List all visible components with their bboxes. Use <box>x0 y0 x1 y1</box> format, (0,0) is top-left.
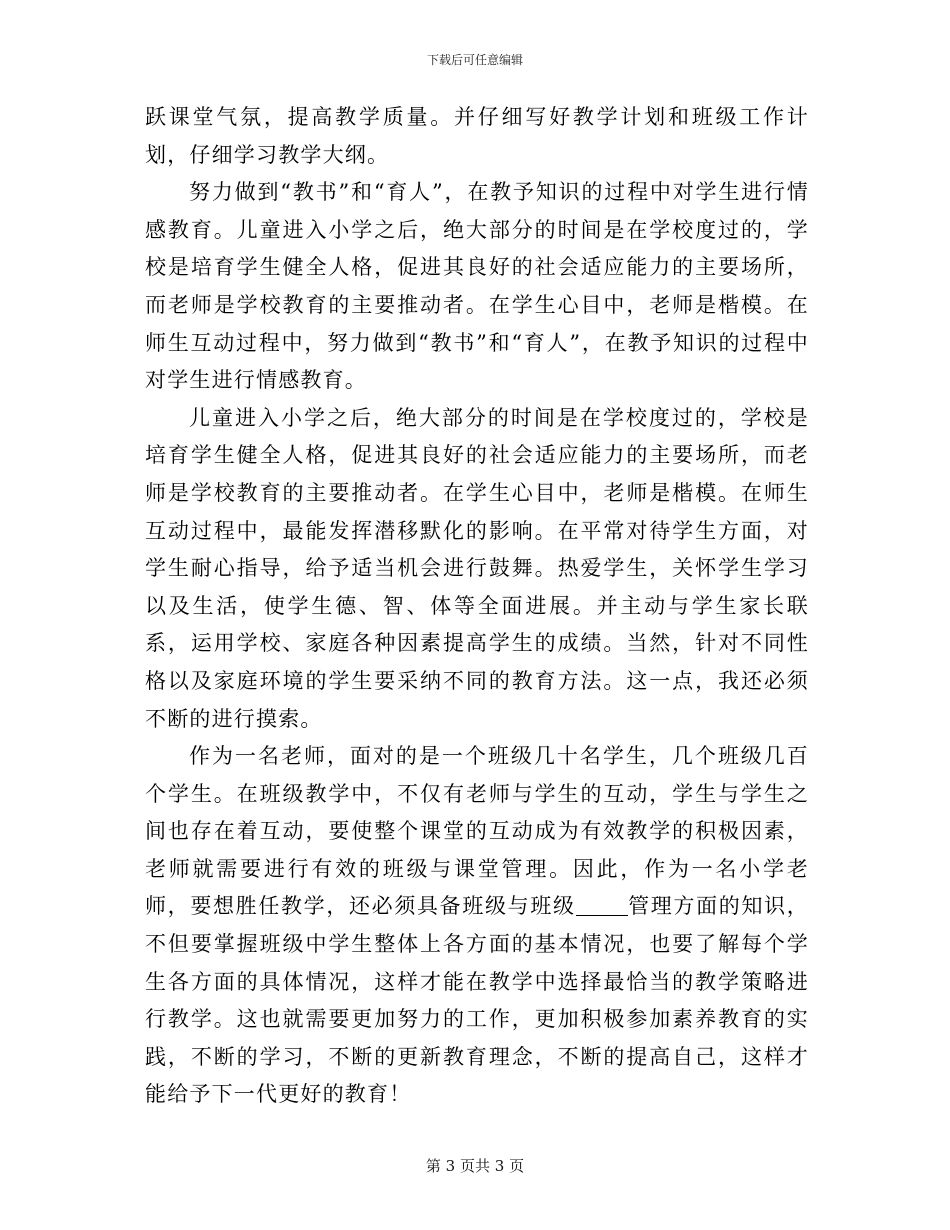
paragraph-3: 儿童进入小学之后，绝大部分的时间是在学校度过的，学校是培育学生健全人格，促进其良好的社会适应能力的主要场所，而老师是学校教育的主要推动者。在学生心目中，老师是楷模。在师生互动过程中，最能发挥潜移默化的影响。在平常对待学生方面，对学生耐心指导，给予适当机会进行鼓舞。热爱学生，关怀学生学习以及生活，使学生德、智、体等全面进展。并主动与学生家长联系，运用学校、家庭各种因素提高学生的成绩。当然，针对不同性格以及家庭环境的学生要采纳不同的教育方法。这一点，我还必须不断的进行摸索。 <box>145 405 809 731</box>
page-number: 第 3 页共 3 页 <box>425 1157 525 1175</box>
header-text: 下载后可任意编辑 <box>426 53 523 67</box>
page-footer <box>0 1156 950 1176</box>
paragraph-2: 努力做到“教书”和“育人”，在教予知识的过程中对学生进行情感教育。儿童进入小学之后，绝大部分的时间是在学校度过的，学校是培育学生健全人格，促进其良好的社会适应能力的主要场所，而老师是学校教育的主要推动者。在学生心目中，老师是楷模。在师生互动过程中，努力做到“教书”和“育人”，在教予知识的过程中对学生进行情感教育。 <box>145 180 809 393</box>
paragraph-1: 跃课堂气氛，提高教学质量。并仔细写好教学计划和班级工作计划，仔细学习教学大纲。 <box>145 105 809 167</box>
paragraph-4-part-1: 作为一名老师，面对的是一个班级几十名学生，几个班级几百个学生。在班级教学中，不仅有老师与学生的互动，学生与学生之间也存在着互动，要使整个课堂的互动成为有效教学的积极因素，老师就需要进行有效的班级与课堂管理。因此，作为一名小学老师，要想胜任教学，还必须具备班级与班级 <box>145 744 809 919</box>
paragraph-4-part-2: 管理方面的知识，不但要掌握班级中学生整体上各方面的基本情况，也要了解每个学生各方面的具体情况，这样才能在教学中选择最恰当的教学策略进行教学。这也就需要更加努力的工作，更加积极参加素养教育的实践，不断的学习，不断的更新教育理念，不断的提高自己，这样才能给予下一代更好的教育！ <box>145 894 809 1107</box>
page-header <box>0 52 950 68</box>
fill-in-blank <box>576 894 628 916</box>
paragraph-4 <box>145 738 809 1114</box>
document-body <box>145 99 809 1114</box>
